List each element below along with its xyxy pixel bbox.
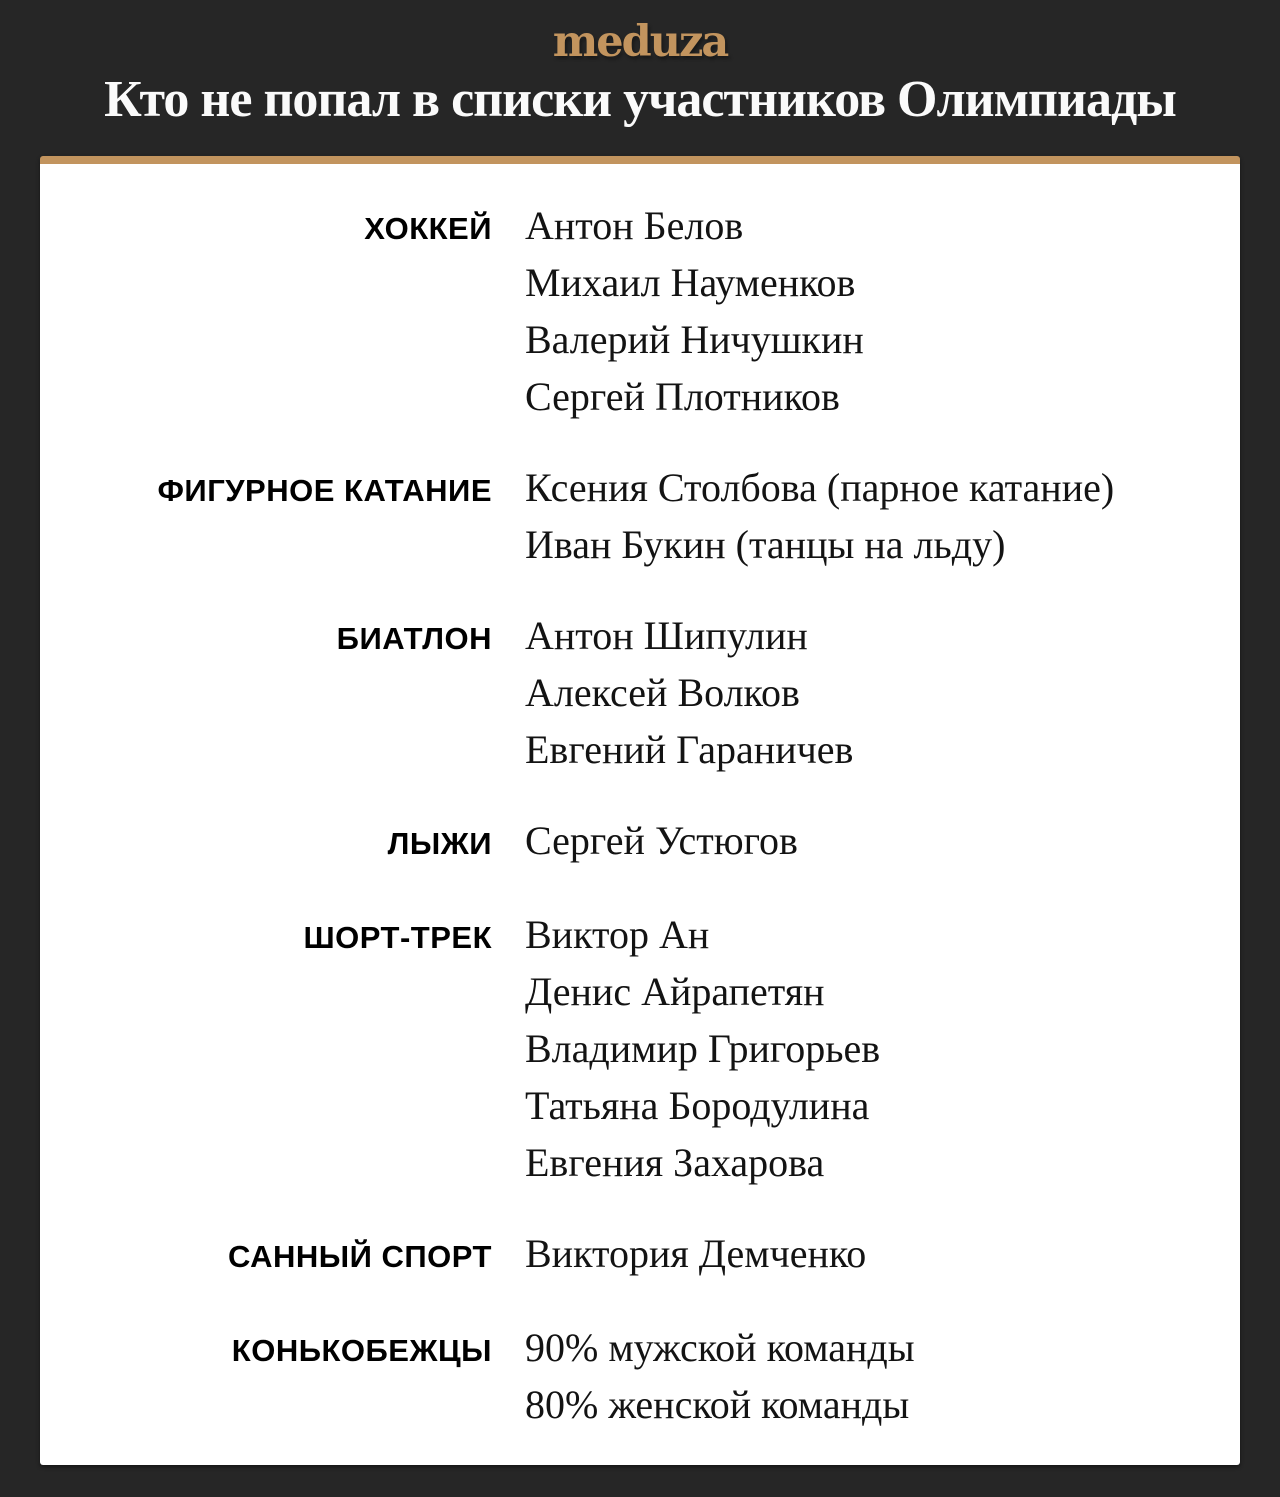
athlete-list <box>525 812 798 869</box>
athlete-entry: Сергей Плотников <box>525 374 840 419</box>
sport-section <box>40 459 1210 573</box>
sport-category-label: ЛЫЖИ <box>387 826 492 861</box>
athlete-entry: Антон Белов <box>525 203 744 248</box>
athlete-entry: 90% мужской команды <box>525 1325 915 1370</box>
list-card <box>40 156 1240 1465</box>
sport-section <box>40 1319 1210 1433</box>
athlete-entry: Виктор Ан <box>525 912 710 957</box>
sport-section <box>40 906 1210 1191</box>
sport-category-label: САННЫЙ СПОРТ <box>227 1239 492 1274</box>
athlete-entry: Алексей Волков <box>525 670 800 715</box>
athlete-entry: Евгений Гараничев <box>525 727 854 772</box>
sport-category-label: КОНЬКОБЕЖЦЫ <box>231 1333 492 1368</box>
athlete-entry: Евгения Захарова <box>525 1140 825 1185</box>
athlete-list <box>525 607 853 778</box>
page-title: Кто не попал в списки участников Олимпиады <box>104 71 1176 128</box>
athlete-entry: Михаил Науменков <box>525 260 856 305</box>
sport-category-label: ШОРТ-ТРЕК <box>303 920 492 955</box>
sport-category-label: ХОККЕЙ <box>364 211 492 246</box>
athlete-entry: Ксения Столбова (парное катание) <box>525 465 1115 510</box>
sport-category-label: ФИГУРНОЕ КАТАНИЕ <box>157 473 492 508</box>
sport-section <box>40 812 1210 872</box>
athlete-entry: Денис Айрапетян <box>525 969 825 1014</box>
athlete-list <box>525 197 864 425</box>
sport-section <box>40 1225 1210 1285</box>
athlete-list <box>525 459 1114 573</box>
athlete-entry: Сергей Устюгов <box>525 818 798 863</box>
athlete-entry: Валерий Ничушкин <box>525 317 864 362</box>
athlete-entry: Владимир Григорьев <box>525 1026 881 1071</box>
athlete-list <box>525 1319 915 1433</box>
sport-section <box>40 607 1210 778</box>
meduza-logo: meduza <box>552 17 728 67</box>
athlete-entry: Иван Букин (танцы на льду) <box>525 522 1006 567</box>
athlete-entry: Виктория Демченко <box>525 1231 867 1276</box>
athlete-entry: Антон Шипулин <box>525 613 808 658</box>
sport-section <box>40 197 1210 425</box>
sport-category-label: БИАТЛОН <box>336 621 492 656</box>
athlete-list <box>525 1225 866 1282</box>
athlete-entry: 80% женской команды <box>525 1382 910 1427</box>
header <box>0 0 1280 128</box>
athlete-list <box>525 906 880 1191</box>
athlete-entry: Татьяна Бородулина <box>525 1083 870 1128</box>
